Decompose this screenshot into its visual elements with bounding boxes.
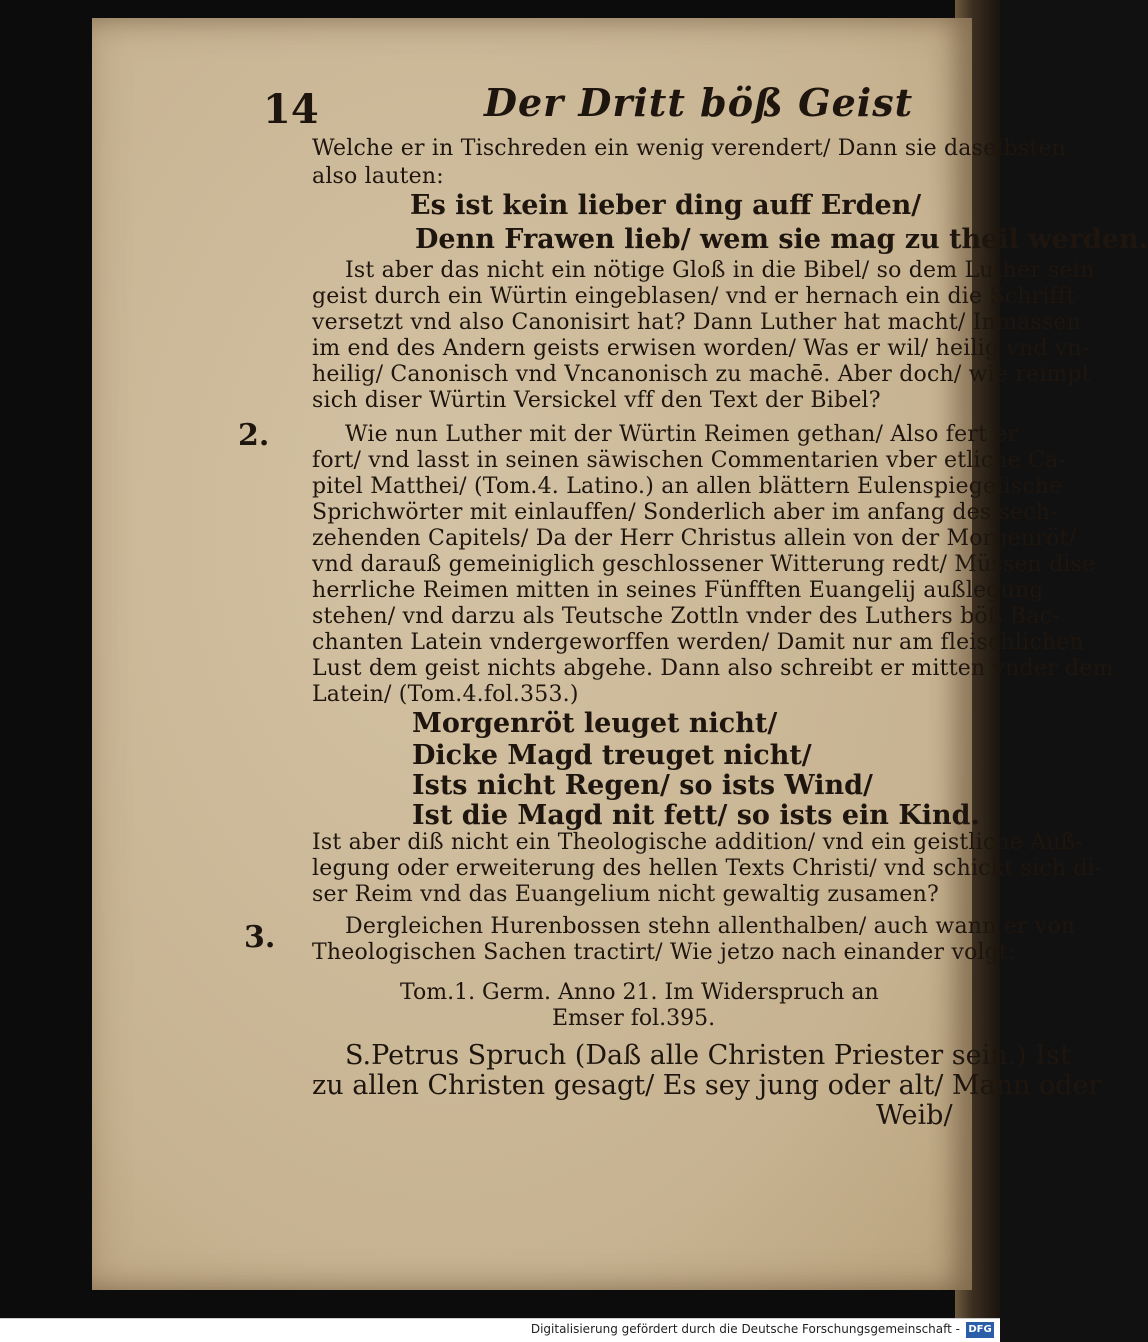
verse-line: Ist die Magd nit fett/ so ists ein Kind. [412, 800, 980, 831]
verse-line: Denn Frawen lieb/ wem sie mag zu theil werden. [415, 224, 1148, 255]
text-line: Sprichwörter mit einlauffen/ Sonderlich aber im anfang des sech- [312, 500, 1058, 525]
text-line: Latein/ (Tom.4.fol.353.) [312, 682, 579, 707]
text-line: herrliche Reimen mitten in seines Fünfften Euangelij außlegung [312, 578, 1044, 603]
running-head: Der Dritt böß Geist [484, 80, 914, 125]
text-line: chanten Latein vndergeworffen werden/ Damit nur am fleischlichen [312, 630, 1084, 655]
verse-line: Dicke Magd treuget nicht/ [412, 740, 812, 771]
text-line: Ist aber das nicht ein nötige Gloß in die Bibel/ so dem Luther sein [345, 258, 1095, 283]
text-line: Dergleichen Hurenbossen stehn allenthalben/ auch wann er von [345, 914, 1076, 939]
text-line: pitel Matthei/ (Tom.4. Latino.) an allen blättern Eulenspiegelische [312, 474, 1063, 499]
page-number: 14 [263, 86, 319, 133]
text-line: im end des Andern geists erwisen worden/ Was er wil/ heilig vnd vn- [312, 336, 1090, 361]
text-line: fort/ vnd lasst in seinen säwischen Commentarien vber etliche Ca- [312, 448, 1067, 473]
verse-line: Es ist kein lieber ding auff Erden/ [410, 190, 922, 221]
dfg-logo: DFG [966, 1322, 994, 1338]
text-line: versetzt vnd also Canonisirt hat? Dann Luther hat macht/ Inmassen [312, 310, 1081, 335]
text-line: Weib/ [876, 1100, 953, 1131]
text-line: vnd darauß gemeiniglich geschlossener Witterung redt/ Müssen dise [312, 552, 1096, 577]
margin-number: 2. [238, 418, 270, 453]
text-line: Ist aber diß nicht ein Theologische addition/ vnd ein geistliche Auß- [312, 830, 1084, 855]
text-line: ser Reim vnd das Euangelium nicht gewaltig zusamen? [312, 882, 939, 907]
text-line: legung oder erweiterung des hellen Texts Christi/ vnd schickt sich di- [312, 856, 1103, 881]
text-line: S.Petrus Spruch (Daß alle Christen Priester sein.) Ist [345, 1040, 1071, 1071]
citation-line: Tom.1. Germ. Anno 21. Im Widerspruch an [400, 980, 879, 1005]
citation-line: Emser fol.395. [552, 1006, 716, 1031]
text-line: Wie nun Luther mit der Würtin Reimen gethan/ Also fert er [345, 422, 1019, 447]
text-line: heilig/ Canonisch vnd Vncanonisch zu machē. Aber doch/ wie reimpt [312, 362, 1091, 387]
text-line: Theologischen Sachen tractirt/ Wie jetzo nach einander volgt: [312, 940, 1016, 965]
text-line: also lauten: [312, 164, 444, 189]
text-line: zehenden Capitels/ Da der Herr Christus allein von der Morgenröt/ [312, 526, 1077, 551]
text-line: zu allen Christen gesagt/ Es sey jung oder alt/ Mann oder [312, 1070, 1102, 1101]
text-line: stehen/ vnd darzu als Teutsche Zottln vnder des Luthers böß Bac- [312, 604, 1060, 629]
text-line: Welche er in Tischreden ein wenig verendert/ Dann sie daselbsten [312, 136, 1066, 161]
text-line: geist durch ein Würtin eingeblasen/ vnd er hernach ein die Schrifft [312, 284, 1076, 309]
footer-credit: Digitalisierung gefördert durch die Deutsche Forschungsgemeinschaft - [530, 1322, 960, 1336]
text-line: sich diser Würtin Versickel vff den Text der Bibel? [312, 388, 881, 413]
verse-line: Morgenröt leuget nicht/ [412, 708, 778, 739]
footer-bar [0, 1318, 1000, 1342]
verse-line: Ists nicht Regen/ so ists Wind/ [412, 770, 873, 801]
text-line: Lust dem geist nichts abgehe. Dann also schreibt er mitten vnder dem [312, 656, 1114, 681]
margin-number: 3. [244, 920, 276, 955]
